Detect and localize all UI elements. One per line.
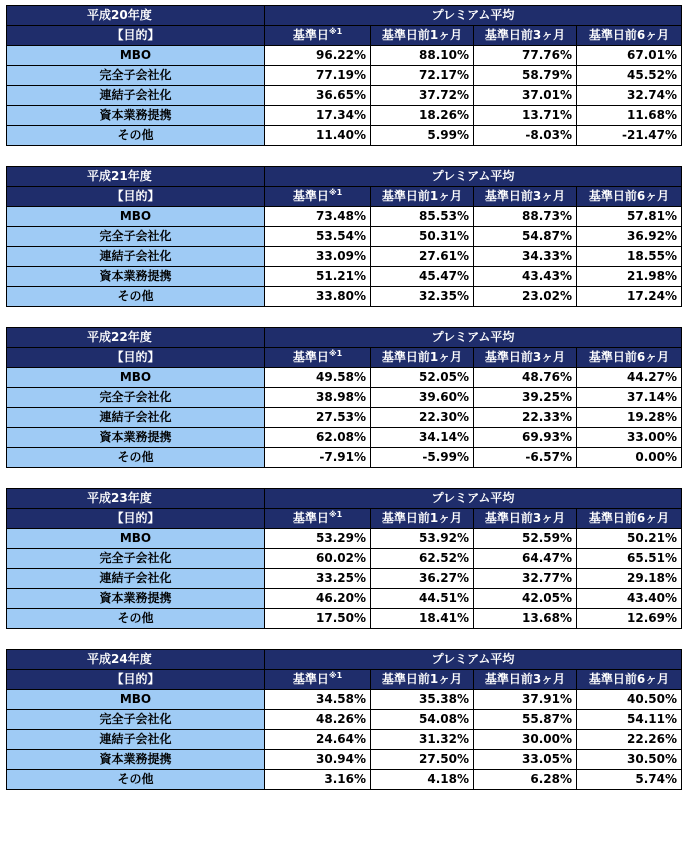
six-months-before-header: 基準日前6ヶ月 xyxy=(577,26,682,46)
six-months-before-header: 基準日前6ヶ月 xyxy=(577,509,682,529)
premium-value-cell: 65.51% xyxy=(577,549,682,569)
premium-value-cell: 77.19% xyxy=(265,66,371,86)
premium-value-cell: 38.98% xyxy=(265,388,371,408)
premium-value-cell: 37.72% xyxy=(371,86,474,106)
premium-value-cell: 17.50% xyxy=(265,609,371,629)
purpose-label: MBO xyxy=(7,46,265,66)
premium-value-cell: 30.50% xyxy=(577,750,682,770)
premium-value-cell: 11.68% xyxy=(577,106,682,126)
premium-value-cell: 52.59% xyxy=(474,529,577,549)
table-row xyxy=(7,710,682,730)
premium-average-title: プレミアム平均 xyxy=(265,489,682,509)
premium-value-cell: 4.18% xyxy=(371,770,474,790)
purpose-label: その他 xyxy=(7,448,265,468)
premium-average-title: プレミアム平均 xyxy=(265,328,682,348)
premium-value-cell: 33.25% xyxy=(265,569,371,589)
premium-value-cell: 3.16% xyxy=(265,770,371,790)
purpose-label: 資本業務提携 xyxy=(7,589,265,609)
premium-value-cell: 32.74% xyxy=(577,86,682,106)
purpose-header: 【目的】 xyxy=(7,26,265,46)
three-months-before-header: 基準日前3ヶ月 xyxy=(474,26,577,46)
table-row xyxy=(7,388,682,408)
purpose-label: 連結子会社化 xyxy=(7,408,265,428)
table-row xyxy=(7,267,682,287)
premium-value-cell: 5.99% xyxy=(371,126,474,146)
premium-table xyxy=(6,166,682,307)
premium-value-cell: 18.41% xyxy=(371,609,474,629)
premium-value-cell: 62.08% xyxy=(265,428,371,448)
premium-value-cell: 34.33% xyxy=(474,247,577,267)
base-date-header xyxy=(265,187,371,207)
three-months-before-header: 基準日前3ヶ月 xyxy=(474,187,577,207)
premium-value-cell: 12.69% xyxy=(577,609,682,629)
base-date-header xyxy=(265,26,371,46)
premium-value-cell: 88.10% xyxy=(371,46,474,66)
premium-value-cell: 36.92% xyxy=(577,227,682,247)
premium-value-cell: 11.40% xyxy=(265,126,371,146)
premium-value-cell: 85.53% xyxy=(371,207,474,227)
purpose-label: 連結子会社化 xyxy=(7,730,265,750)
premium-value-cell: 35.38% xyxy=(371,690,474,710)
table-title-row xyxy=(7,489,682,509)
one-month-before-header: 基準日前1ヶ月 xyxy=(371,670,474,690)
table-row xyxy=(7,428,682,448)
purpose-header: 【目的】 xyxy=(7,187,265,207)
column-header-row xyxy=(7,348,682,368)
premium-value-cell: 40.50% xyxy=(577,690,682,710)
table-row xyxy=(7,46,682,66)
premium-value-cell: 29.18% xyxy=(577,569,682,589)
base-date-header-text: 基準日 xyxy=(292,189,329,203)
purpose-label: 完全子会社化 xyxy=(7,549,265,569)
premium-value-cell: 43.43% xyxy=(474,267,577,287)
premium-table xyxy=(6,488,682,629)
table-title-row xyxy=(7,6,682,26)
base-date-header-text: 基準日 xyxy=(292,511,329,525)
footnote-marker: ※1 xyxy=(328,188,343,197)
premium-value-cell: 77.76% xyxy=(474,46,577,66)
premium-value-cell: 45.52% xyxy=(577,66,682,86)
premium-value-cell: 64.47% xyxy=(474,549,577,569)
premium-value-cell: -5.99% xyxy=(371,448,474,468)
purpose-label: MBO xyxy=(7,207,265,227)
premium-value-cell: 37.01% xyxy=(474,86,577,106)
table-row xyxy=(7,589,682,609)
table-row xyxy=(7,690,682,710)
table-row xyxy=(7,227,682,247)
fiscal-year-label: 平成20年度 xyxy=(7,6,265,26)
purpose-label: 連結子会社化 xyxy=(7,569,265,589)
premium-value-cell: 52.05% xyxy=(371,368,474,388)
premium-value-cell: 53.92% xyxy=(371,529,474,549)
one-month-before-header: 基準日前1ヶ月 xyxy=(371,26,474,46)
premium-value-cell: 58.79% xyxy=(474,66,577,86)
premium-value-cell: 60.02% xyxy=(265,549,371,569)
column-header-row xyxy=(7,26,682,46)
premium-value-cell: 6.28% xyxy=(474,770,577,790)
premium-value-cell: 44.51% xyxy=(371,589,474,609)
table-row xyxy=(7,549,682,569)
premium-value-cell: 33.80% xyxy=(265,287,371,307)
premium-value-cell: 19.28% xyxy=(577,408,682,428)
table-row xyxy=(7,448,682,468)
fiscal-year-label: 平成24年度 xyxy=(7,650,265,670)
premium-value-cell: 54.08% xyxy=(371,710,474,730)
premium-table xyxy=(6,649,682,790)
purpose-label: 資本業務提携 xyxy=(7,267,265,287)
premium-value-cell: 39.60% xyxy=(371,388,474,408)
premium-value-cell: 54.11% xyxy=(577,710,682,730)
table-title-row xyxy=(7,167,682,187)
fiscal-year-label: 平成23年度 xyxy=(7,489,265,509)
premium-value-cell: 44.27% xyxy=(577,368,682,388)
premium-value-cell: 22.33% xyxy=(474,408,577,428)
premium-value-cell: 27.53% xyxy=(265,408,371,428)
purpose-label: 完全子会社化 xyxy=(7,227,265,247)
six-months-before-header: 基準日前6ヶ月 xyxy=(577,348,682,368)
premium-tables-container xyxy=(6,5,681,810)
premium-value-cell: 22.26% xyxy=(577,730,682,750)
one-month-before-header: 基準日前1ヶ月 xyxy=(371,509,474,529)
premium-value-cell: 27.50% xyxy=(371,750,474,770)
table-row xyxy=(7,207,682,227)
fiscal-year-label: 平成21年度 xyxy=(7,167,265,187)
premium-value-cell: 50.21% xyxy=(577,529,682,549)
three-months-before-header: 基準日前3ヶ月 xyxy=(474,509,577,529)
premium-value-cell: 45.47% xyxy=(371,267,474,287)
premium-value-cell: 62.52% xyxy=(371,549,474,569)
purpose-label: その他 xyxy=(7,126,265,146)
table-row xyxy=(7,408,682,428)
purpose-label: 連結子会社化 xyxy=(7,86,265,106)
six-months-before-header: 基準日前6ヶ月 xyxy=(577,187,682,207)
premium-value-cell: 54.87% xyxy=(474,227,577,247)
premium-value-cell: 17.34% xyxy=(265,106,371,126)
table-row xyxy=(7,86,682,106)
purpose-header: 【目的】 xyxy=(7,670,265,690)
premium-value-cell: 48.26% xyxy=(265,710,371,730)
premium-value-cell: -7.91% xyxy=(265,448,371,468)
premium-value-cell: 21.98% xyxy=(577,267,682,287)
table-title-row xyxy=(7,650,682,670)
premium-value-cell: 53.29% xyxy=(265,529,371,549)
premium-value-cell: 30.00% xyxy=(474,730,577,750)
premium-average-title: プレミアム平均 xyxy=(265,167,682,187)
base-date-header-text: 基準日 xyxy=(292,350,329,364)
table-row xyxy=(7,126,682,146)
table-row xyxy=(7,609,682,629)
purpose-label: その他 xyxy=(7,770,265,790)
purpose-label: 連結子会社化 xyxy=(7,247,265,267)
premium-value-cell: -21.47% xyxy=(577,126,682,146)
table-row xyxy=(7,569,682,589)
premium-value-cell: -8.03% xyxy=(474,126,577,146)
base-date-header xyxy=(265,348,371,368)
premium-value-cell: 33.09% xyxy=(265,247,371,267)
column-header-row xyxy=(7,509,682,529)
purpose-label: 資本業務提携 xyxy=(7,106,265,126)
purpose-label: 完全子会社化 xyxy=(7,66,265,86)
premium-value-cell: 5.74% xyxy=(577,770,682,790)
premium-average-title: プレミアム平均 xyxy=(265,6,682,26)
premium-value-cell: -6.57% xyxy=(474,448,577,468)
purpose-header: 【目的】 xyxy=(7,348,265,368)
premium-value-cell: 13.71% xyxy=(474,106,577,126)
premium-value-cell: 39.25% xyxy=(474,388,577,408)
premium-value-cell: 53.54% xyxy=(265,227,371,247)
premium-value-cell: 32.77% xyxy=(474,569,577,589)
six-months-before-header: 基準日前6ヶ月 xyxy=(577,670,682,690)
footnote-marker: ※1 xyxy=(328,510,343,519)
premium-value-cell: 49.58% xyxy=(265,368,371,388)
purpose-label: MBO xyxy=(7,690,265,710)
premium-value-cell: 17.24% xyxy=(577,287,682,307)
base-date-header-text: 基準日 xyxy=(292,672,329,686)
one-month-before-header: 基準日前1ヶ月 xyxy=(371,348,474,368)
premium-value-cell: 69.93% xyxy=(474,428,577,448)
purpose-label: MBO xyxy=(7,529,265,549)
premium-value-cell: 42.05% xyxy=(474,589,577,609)
table-row xyxy=(7,750,682,770)
footnote-marker: ※1 xyxy=(328,671,343,680)
premium-value-cell: 37.14% xyxy=(577,388,682,408)
premium-value-cell: 72.17% xyxy=(371,66,474,86)
column-header-row xyxy=(7,187,682,207)
premium-value-cell: 33.00% xyxy=(577,428,682,448)
premium-value-cell: 37.91% xyxy=(474,690,577,710)
table-row xyxy=(7,287,682,307)
purpose-label: その他 xyxy=(7,287,265,307)
premium-value-cell: 36.27% xyxy=(371,569,474,589)
premium-value-cell: 43.40% xyxy=(577,589,682,609)
premium-table xyxy=(6,5,682,146)
purpose-label: 完全子会社化 xyxy=(7,388,265,408)
premium-value-cell: 67.01% xyxy=(577,46,682,66)
premium-value-cell: 27.61% xyxy=(371,247,474,267)
base-date-header xyxy=(265,509,371,529)
premium-value-cell: 24.64% xyxy=(265,730,371,750)
premium-value-cell: 48.76% xyxy=(474,368,577,388)
table-row xyxy=(7,730,682,750)
premium-value-cell: 31.32% xyxy=(371,730,474,750)
table-title-row xyxy=(7,328,682,348)
premium-value-cell: 51.21% xyxy=(265,267,371,287)
table-row xyxy=(7,247,682,267)
premium-value-cell: 32.35% xyxy=(371,287,474,307)
purpose-label: MBO xyxy=(7,368,265,388)
base-date-header-text: 基準日 xyxy=(292,28,329,42)
premium-value-cell: 18.26% xyxy=(371,106,474,126)
premium-average-title: プレミアム平均 xyxy=(265,650,682,670)
purpose-label: その他 xyxy=(7,609,265,629)
premium-value-cell: 96.22% xyxy=(265,46,371,66)
premium-value-cell: 23.02% xyxy=(474,287,577,307)
footnote-marker: ※1 xyxy=(328,349,343,358)
premium-value-cell: 34.58% xyxy=(265,690,371,710)
column-header-row xyxy=(7,670,682,690)
table-row xyxy=(7,529,682,549)
premium-value-cell: 46.20% xyxy=(265,589,371,609)
footnote-marker: ※1 xyxy=(328,27,343,36)
purpose-label: 資本業務提携 xyxy=(7,428,265,448)
purpose-label: 完全子会社化 xyxy=(7,710,265,730)
premium-value-cell: 57.81% xyxy=(577,207,682,227)
table-row xyxy=(7,66,682,86)
table-row xyxy=(7,770,682,790)
premium-value-cell: 36.65% xyxy=(265,86,371,106)
premium-value-cell: 50.31% xyxy=(371,227,474,247)
premium-value-cell: 33.05% xyxy=(474,750,577,770)
premium-value-cell: 22.30% xyxy=(371,408,474,428)
purpose-label: 資本業務提携 xyxy=(7,750,265,770)
table-row xyxy=(7,368,682,388)
purpose-header: 【目的】 xyxy=(7,509,265,529)
premium-value-cell: 55.87% xyxy=(474,710,577,730)
base-date-header xyxy=(265,670,371,690)
fiscal-year-label: 平成22年度 xyxy=(7,328,265,348)
table-row xyxy=(7,106,682,126)
three-months-before-header: 基準日前3ヶ月 xyxy=(474,348,577,368)
premium-value-cell: 88.73% xyxy=(474,207,577,227)
premium-table xyxy=(6,327,682,468)
premium-value-cell: 0.00% xyxy=(577,448,682,468)
one-month-before-header: 基準日前1ヶ月 xyxy=(371,187,474,207)
premium-value-cell: 34.14% xyxy=(371,428,474,448)
three-months-before-header: 基準日前3ヶ月 xyxy=(474,670,577,690)
premium-value-cell: 13.68% xyxy=(474,609,577,629)
premium-value-cell: 73.48% xyxy=(265,207,371,227)
premium-value-cell: 30.94% xyxy=(265,750,371,770)
premium-value-cell: 18.55% xyxy=(577,247,682,267)
